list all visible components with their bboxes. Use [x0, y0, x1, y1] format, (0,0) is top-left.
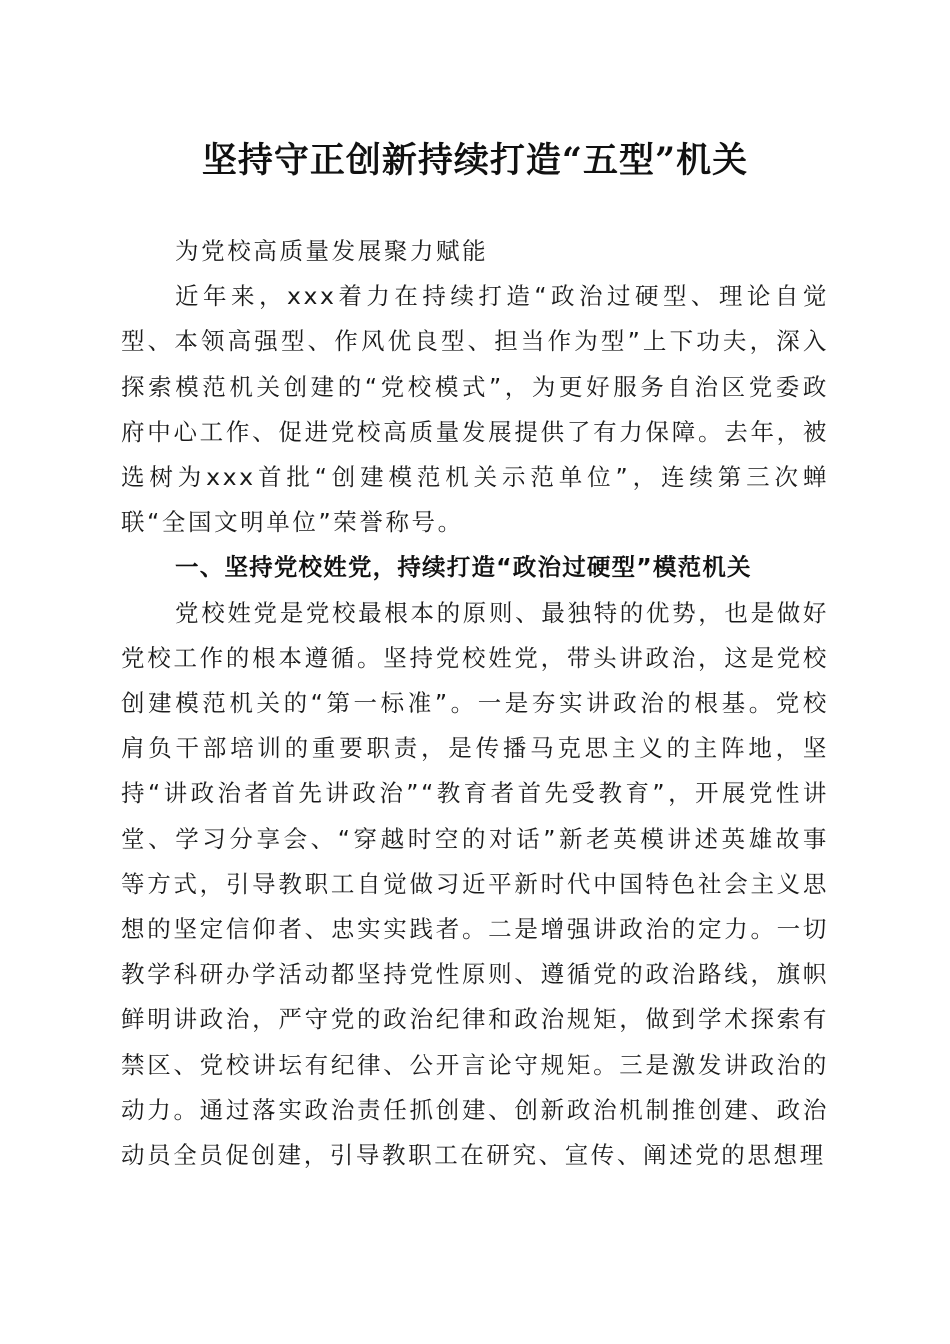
subtitle-paragraph: 为党校高质量发展聚力赋能 [175, 237, 489, 265]
document-body [121, 229, 829, 1178]
document-title: 坚持守正创新持续打造“五型”机关 [201, 140, 749, 181]
section-body-paragraph: 党校姓党是党校最根本的原则、最独特的优势，也是做好党校工作的根本遵循。坚持党校姓党，带头讲政治，这是党校创建模范机关的“第一标准”。一是夯实讲政治的根基。党校肩负干部培训的重要职责，是传播马克思主义的主阵地，坚持“讲政治者首先讲政治”“教育者首先受教育”，开展党性讲堂、学习分享会、“穿越时空的对话”新老英模讲述英雄故事等方式，引导教职工自觉做习近平新时代中国特色社会主义思想的坚定信仰者、忠实实践者。二是增强讲政治的定力。一切教学科研办学活动都坚持党性原则、遵循党的政治路线，旗帜鲜明讲政治，严守党的政治纪律和政治规矩，做到学术探索有禁区、党校讲坛有纪律、公开言论守规矩。三是激发讲政治的动力。通过落实政治责任抓创建、创新政治机制推创建、政治动员全员促创建，引导教职工在研究、宣传、阐述党的思想理 [121, 598, 829, 1170]
intro-paragraph: 近年来，xxx着力在持续打造“政治过硬型、理论自觉型、本领高强型、作风优良型、担当作为型”上下功夫，深入探索模范机关创建的“党校模式”，为更好服务自治区党委政府中心工作、促进党校高质量发展提供了有力保障。去年，被选树为xxx首批“创建模范机关示范单位”，连续第三次蝉联“全国文明单位”荣誉称号。 [121, 282, 829, 537]
section-heading: 一、坚持党校姓党，持续打造“政治过硬型”模范机关 [175, 553, 752, 582]
